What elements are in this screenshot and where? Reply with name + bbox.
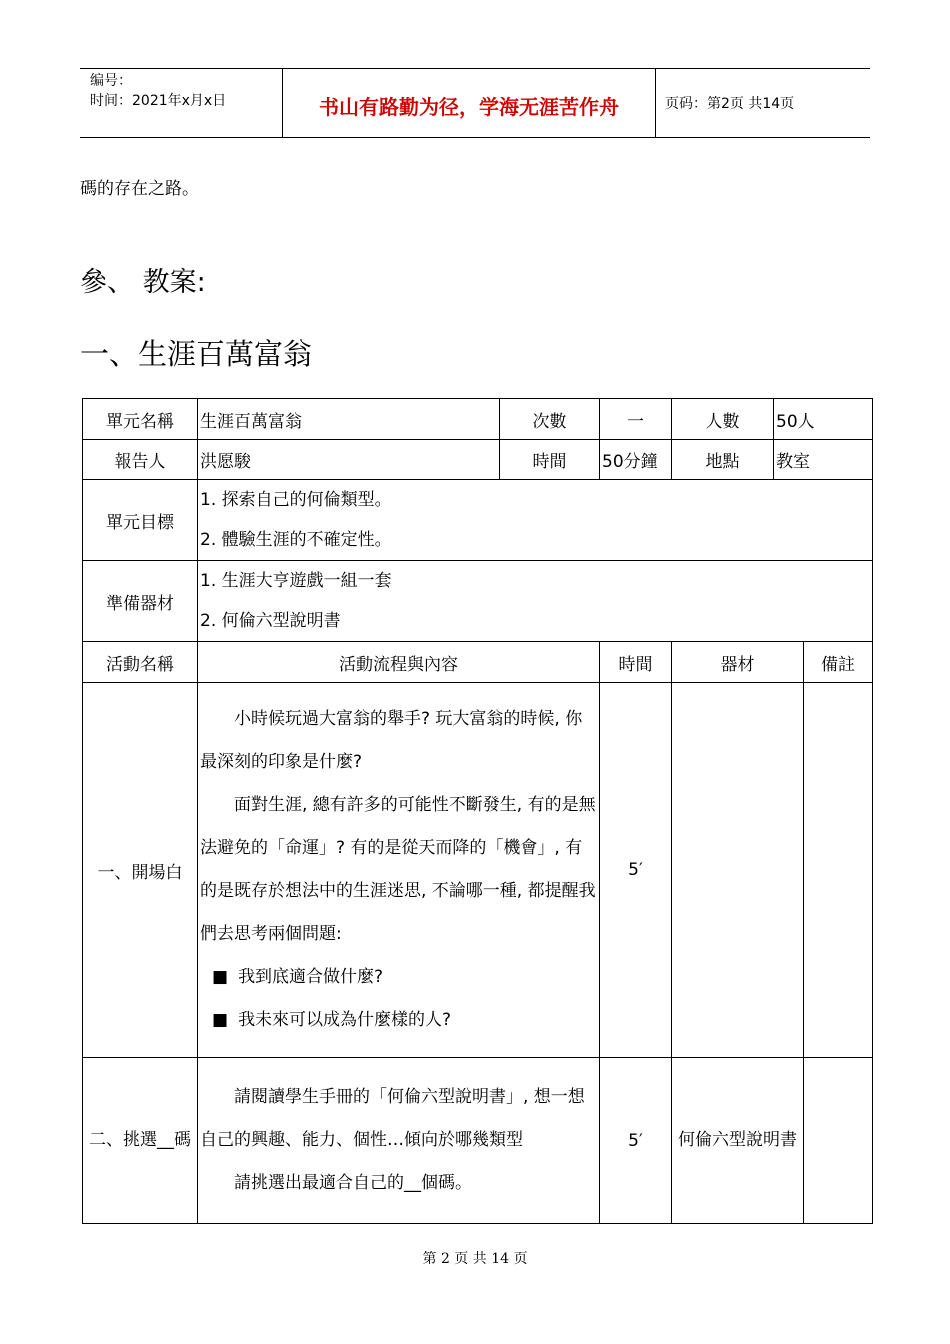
bullet-item xyxy=(200,999,597,1042)
bullet-text: 我到底適合做什麼? xyxy=(238,967,384,987)
page-header xyxy=(80,68,870,138)
bullet-text: 我未來可以成為什麼樣的人? xyxy=(238,1010,452,1030)
goal-item: 1. 探索自己的何倫類型。 xyxy=(200,490,392,510)
activity-time: 5′ xyxy=(600,1058,672,1224)
section-title: 參、 教案: xyxy=(80,267,206,298)
activity-notes xyxy=(804,1058,873,1224)
activity-notes xyxy=(804,683,873,1058)
equipment-item: 1. 生涯大亨遊戲一組一套 xyxy=(200,571,392,591)
square-bullet-icon: ■ xyxy=(212,1010,229,1030)
header-number: 编号： xyxy=(90,73,132,89)
header-time: 時間 xyxy=(600,642,672,683)
unit-name-value: 生涯百萬富翁 xyxy=(198,399,500,440)
bullet-item xyxy=(200,956,597,999)
table-row xyxy=(83,683,873,1058)
activity-paragraph: 面對生涯, 總有許多的可能性不斷發生, 有的是無法避免的「命運」? 有的是從天而降的「機會」, 有的是既存於想法中的生涯迷思, 不論哪一種, 都提醒我們去思考兩個問題: xyxy=(200,795,596,944)
activity-materials: 何倫六型說明書 xyxy=(672,1058,804,1224)
activity-paragraph: 請挑選出最適合自己的__個碼。 xyxy=(234,1173,472,1193)
header-notes: 備註 xyxy=(804,642,873,683)
header-time: 时间：2021年x月x日 xyxy=(90,93,227,109)
activity-name: 一、開場白 xyxy=(83,683,198,1058)
square-bullet-icon: ■ xyxy=(212,967,229,987)
place-label: 地點 xyxy=(672,440,774,480)
header-activity: 活動名稱 xyxy=(83,642,198,683)
page-footer: 第 2 页 共 14 页 xyxy=(422,1251,528,1267)
header-divider xyxy=(655,69,656,137)
people-label: 人數 xyxy=(672,399,774,440)
header-motto: 书山有路勤为径，学海无涯苦作舟 xyxy=(319,95,619,119)
reporter-value: 洪愿駿 xyxy=(198,440,500,480)
table-header-row xyxy=(83,642,873,683)
time-value: 50分鐘 xyxy=(600,440,672,480)
activity-content xyxy=(198,683,600,1058)
activity-name: 二、挑選__碼 xyxy=(83,1058,198,1224)
equipment-label: 準備器材 xyxy=(83,561,198,642)
subsection-title: 一、生涯百萬富翁 xyxy=(80,337,313,371)
activity-paragraph: 小時候玩過大富翁的舉手? 玩大富翁的時候, 你最深刻的印象是什麼? xyxy=(200,709,583,772)
intro-text: 碼的存在之路。 xyxy=(80,179,199,199)
equipment-item: 2. 何倫六型說明書 xyxy=(200,611,341,631)
goals-cell xyxy=(198,480,873,561)
activity-materials xyxy=(672,683,804,1058)
table-row xyxy=(83,1058,873,1224)
header-content: 活動流程與內容 xyxy=(198,642,600,683)
header-materials: 器材 xyxy=(672,642,804,683)
header-meta xyxy=(90,71,226,111)
table-row xyxy=(83,561,873,642)
count-label: 次數 xyxy=(500,399,600,440)
table-row xyxy=(83,399,873,440)
unit-name-label: 單元名稱 xyxy=(83,399,198,440)
activity-time: 5′ xyxy=(600,683,672,1058)
lesson-plan-table xyxy=(82,398,873,1224)
reporter-label: 報告人 xyxy=(83,440,198,480)
place-value: 教室 xyxy=(774,440,873,480)
count-value: 一 xyxy=(600,399,672,440)
activity-content xyxy=(198,1058,600,1224)
table-row xyxy=(83,480,873,561)
equipment-cell xyxy=(198,561,873,642)
goals-label: 單元目標 xyxy=(83,480,198,561)
goal-item: 2. 體驗生涯的不確定性。 xyxy=(200,530,392,550)
activity-paragraph: 請閱讀學生手冊的「何倫六型說明書」, 想一想自己的興趣、能力、個性…傾向於哪幾類型 xyxy=(200,1087,585,1150)
time-label: 時間 xyxy=(500,440,600,480)
table-row xyxy=(83,440,873,480)
header-page-info: 页码：第2页 共14页 xyxy=(665,96,795,112)
people-value: 50人 xyxy=(774,399,873,440)
